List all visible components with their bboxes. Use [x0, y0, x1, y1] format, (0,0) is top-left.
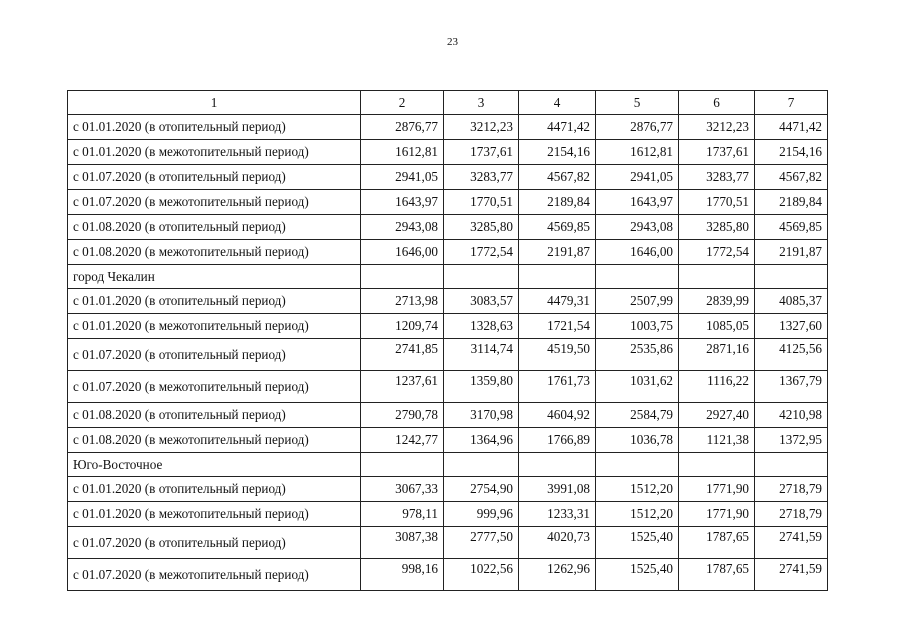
tariff-value-cell: 3114,74 — [444, 339, 519, 371]
tariff-value-cell: 1022,56 — [444, 559, 519, 591]
tariff-value-cell: 1772,54 — [444, 240, 519, 265]
tariff-value-cell: 3087,38 — [361, 527, 444, 559]
period-label: с 01.07.2020 (в отопительный период) — [68, 165, 361, 190]
table-row — [68, 215, 828, 240]
empty-cell — [361, 265, 444, 289]
tariff-value-cell: 1036,78 — [596, 428, 679, 453]
period-label: с 01.01.2020 (в межотопительный период) — [68, 314, 361, 339]
table-row — [68, 403, 828, 428]
tariff-value-cell: 2943,08 — [361, 215, 444, 240]
tariff-value-cell: 1737,61 — [444, 140, 519, 165]
column-header: 3 — [444, 91, 519, 115]
table-row — [68, 240, 828, 265]
tariff-value-cell: 978,11 — [361, 502, 444, 527]
table-row — [68, 190, 828, 215]
table-row — [68, 559, 828, 591]
tariff-value-cell: 4479,31 — [519, 289, 596, 314]
tariff-value-cell: 999,96 — [444, 502, 519, 527]
table-row — [68, 477, 828, 502]
section-header-row — [68, 265, 828, 289]
tariff-value-cell: 1237,61 — [361, 371, 444, 403]
tariff-value-cell: 4210,98 — [755, 403, 828, 428]
empty-cell — [679, 453, 755, 477]
empty-cell — [679, 265, 755, 289]
tariff-value-cell: 2189,84 — [755, 190, 828, 215]
tariff-value-cell: 2876,77 — [361, 115, 444, 140]
table-row — [68, 339, 828, 371]
empty-cell — [519, 453, 596, 477]
period-label: с 01.01.2020 (в отопительный период) — [68, 289, 361, 314]
table-row — [68, 428, 828, 453]
table-header-row — [68, 91, 828, 115]
empty-cell — [755, 265, 828, 289]
tariff-value-cell: 1771,90 — [679, 477, 755, 502]
tariff-value-cell: 1367,79 — [755, 371, 828, 403]
empty-cell — [361, 453, 444, 477]
tariff-value-cell: 4085,37 — [755, 289, 828, 314]
tariff-value-cell: 1643,97 — [361, 190, 444, 215]
tariff-value-cell: 4567,82 — [755, 165, 828, 190]
tariff-value-cell: 2871,16 — [679, 339, 755, 371]
period-label: с 01.07.2020 (в межотопительный период) — [68, 559, 361, 591]
tariff-value-cell: 1372,95 — [755, 428, 828, 453]
tariff-value-cell: 4125,56 — [755, 339, 828, 371]
tariff-value-cell: 3067,33 — [361, 477, 444, 502]
empty-cell — [755, 453, 828, 477]
column-header: 2 — [361, 91, 444, 115]
tariff-value-cell: 2154,16 — [755, 140, 828, 165]
tariff-value-cell: 3283,77 — [679, 165, 755, 190]
table-row — [68, 165, 828, 190]
tariff-value-cell: 2191,87 — [755, 240, 828, 265]
tariff-value-cell: 2535,86 — [596, 339, 679, 371]
column-header: 5 — [596, 91, 679, 115]
tariff-value-cell: 2790,78 — [361, 403, 444, 428]
tariff-value-cell: 4567,82 — [519, 165, 596, 190]
tariff-value-cell: 1242,77 — [361, 428, 444, 453]
tariff-value-cell: 3285,80 — [679, 215, 755, 240]
tariff-value-cell: 3283,77 — [444, 165, 519, 190]
tariff-value-cell: 1766,89 — [519, 428, 596, 453]
tariff-value-cell: 2718,79 — [755, 477, 828, 502]
tariff-value-cell: 4471,42 — [519, 115, 596, 140]
section-title: Юго-Восточное — [68, 453, 361, 477]
tariff-value-cell: 2507,99 — [596, 289, 679, 314]
tariff-value-cell: 1512,20 — [596, 502, 679, 527]
tariff-value-cell: 1003,75 — [596, 314, 679, 339]
tariff-value-cell: 4471,42 — [755, 115, 828, 140]
tariff-value-cell: 1761,73 — [519, 371, 596, 403]
tariff-value-cell: 1359,80 — [444, 371, 519, 403]
tariff-value-cell: 2943,08 — [596, 215, 679, 240]
period-label: с 01.07.2020 (в межотопительный период) — [68, 371, 361, 403]
tariff-value-cell: 3170,98 — [444, 403, 519, 428]
empty-cell — [596, 453, 679, 477]
column-header: 1 — [68, 91, 361, 115]
tariff-value-cell: 1737,61 — [679, 140, 755, 165]
tariff-value-cell: 1646,00 — [596, 240, 679, 265]
table-row — [68, 115, 828, 140]
tariff-value-cell: 1116,22 — [679, 371, 755, 403]
tariff-table — [67, 90, 828, 591]
tariff-value-cell: 3212,23 — [679, 115, 755, 140]
tariff-value-cell: 1233,31 — [519, 502, 596, 527]
column-header: 6 — [679, 91, 755, 115]
table-row — [68, 527, 828, 559]
table-row — [68, 371, 828, 403]
tariff-value-cell: 1612,81 — [596, 140, 679, 165]
period-label: с 01.08.2020 (в отопительный период) — [68, 403, 361, 428]
tariff-value-cell: 1328,63 — [444, 314, 519, 339]
tariff-value-cell: 4519,50 — [519, 339, 596, 371]
tariff-value-cell: 1646,00 — [361, 240, 444, 265]
tariff-value-cell: 1327,60 — [755, 314, 828, 339]
period-label: с 01.07.2020 (в отопительный период) — [68, 527, 361, 559]
table-row — [68, 289, 828, 314]
tariff-value-cell: 1209,74 — [361, 314, 444, 339]
empty-cell — [596, 265, 679, 289]
period-label: с 01.01.2020 (в отопительный период) — [68, 477, 361, 502]
column-header: 7 — [755, 91, 828, 115]
tariff-value-cell: 1721,54 — [519, 314, 596, 339]
period-label: с 01.01.2020 (в межотопительный период) — [68, 502, 361, 527]
tariff-value-cell: 2754,90 — [444, 477, 519, 502]
table-row — [68, 140, 828, 165]
tariff-value-cell: 1512,20 — [596, 477, 679, 502]
tariff-value-cell: 1262,96 — [519, 559, 596, 591]
period-label: с 01.08.2020 (в межотопительный период) — [68, 240, 361, 265]
tariff-value-cell: 1612,81 — [361, 140, 444, 165]
tariff-value-cell: 1772,54 — [679, 240, 755, 265]
period-label: с 01.08.2020 (в отопительный период) — [68, 215, 361, 240]
tariff-value-cell: 2189,84 — [519, 190, 596, 215]
tariff-value-cell: 2741,59 — [755, 559, 828, 591]
tariff-value-cell: 2154,16 — [519, 140, 596, 165]
empty-cell — [444, 453, 519, 477]
tariff-value-cell: 3991,08 — [519, 477, 596, 502]
tariff-value-cell: 1525,40 — [596, 527, 679, 559]
tariff-value-cell: 2927,40 — [679, 403, 755, 428]
period-label: с 01.08.2020 (в межотопительный период) — [68, 428, 361, 453]
period-label: с 01.07.2020 (в межотопительный период) — [68, 190, 361, 215]
period-label: с 01.01.2020 (в отопительный период) — [68, 115, 361, 140]
tariff-value-cell: 1643,97 — [596, 190, 679, 215]
tariff-value-cell: 4604,92 — [519, 403, 596, 428]
tariff-value-cell: 2584,79 — [596, 403, 679, 428]
tariff-value-cell: 1364,96 — [444, 428, 519, 453]
tariff-value-cell: 1770,51 — [444, 190, 519, 215]
tariff-value-cell: 3083,57 — [444, 289, 519, 314]
tariff-value-cell: 2839,99 — [679, 289, 755, 314]
page-number: 23 — [447, 36, 458, 48]
tariff-value-cell: 2713,98 — [361, 289, 444, 314]
tariff-value-cell: 1771,90 — [679, 502, 755, 527]
tariff-value-cell: 1085,05 — [679, 314, 755, 339]
tariff-value-cell: 2876,77 — [596, 115, 679, 140]
table-row — [68, 502, 828, 527]
tariff-value-cell: 1031,62 — [596, 371, 679, 403]
tariff-value-cell: 998,16 — [361, 559, 444, 591]
tariff-value-cell: 2718,79 — [755, 502, 828, 527]
tariff-value-cell: 1787,65 — [679, 559, 755, 591]
tariff-value-cell: 2741,85 — [361, 339, 444, 371]
empty-cell — [519, 265, 596, 289]
tariff-value-cell: 1787,65 — [679, 527, 755, 559]
tariff-value-cell: 2941,05 — [596, 165, 679, 190]
tariff-value-cell: 3212,23 — [444, 115, 519, 140]
period-label: с 01.01.2020 (в межотопительный период) — [68, 140, 361, 165]
tariff-value-cell: 1121,38 — [679, 428, 755, 453]
tariff-value-cell: 2191,87 — [519, 240, 596, 265]
table-row — [68, 314, 828, 339]
tariff-value-cell: 2777,50 — [444, 527, 519, 559]
tariff-value-cell: 4020,73 — [519, 527, 596, 559]
tariff-value-cell: 4569,85 — [755, 215, 828, 240]
section-title: город Чекалин — [68, 265, 361, 289]
tariff-value-cell: 2941,05 — [361, 165, 444, 190]
tariff-value-cell: 4569,85 — [519, 215, 596, 240]
tariff-value-cell: 1525,40 — [596, 559, 679, 591]
column-header: 4 — [519, 91, 596, 115]
tariff-value-cell: 1770,51 — [679, 190, 755, 215]
period-label: с 01.07.2020 (в отопительный период) — [68, 339, 361, 371]
section-header-row — [68, 453, 828, 477]
tariff-value-cell: 2741,59 — [755, 527, 828, 559]
tariff-value-cell: 3285,80 — [444, 215, 519, 240]
empty-cell — [444, 265, 519, 289]
